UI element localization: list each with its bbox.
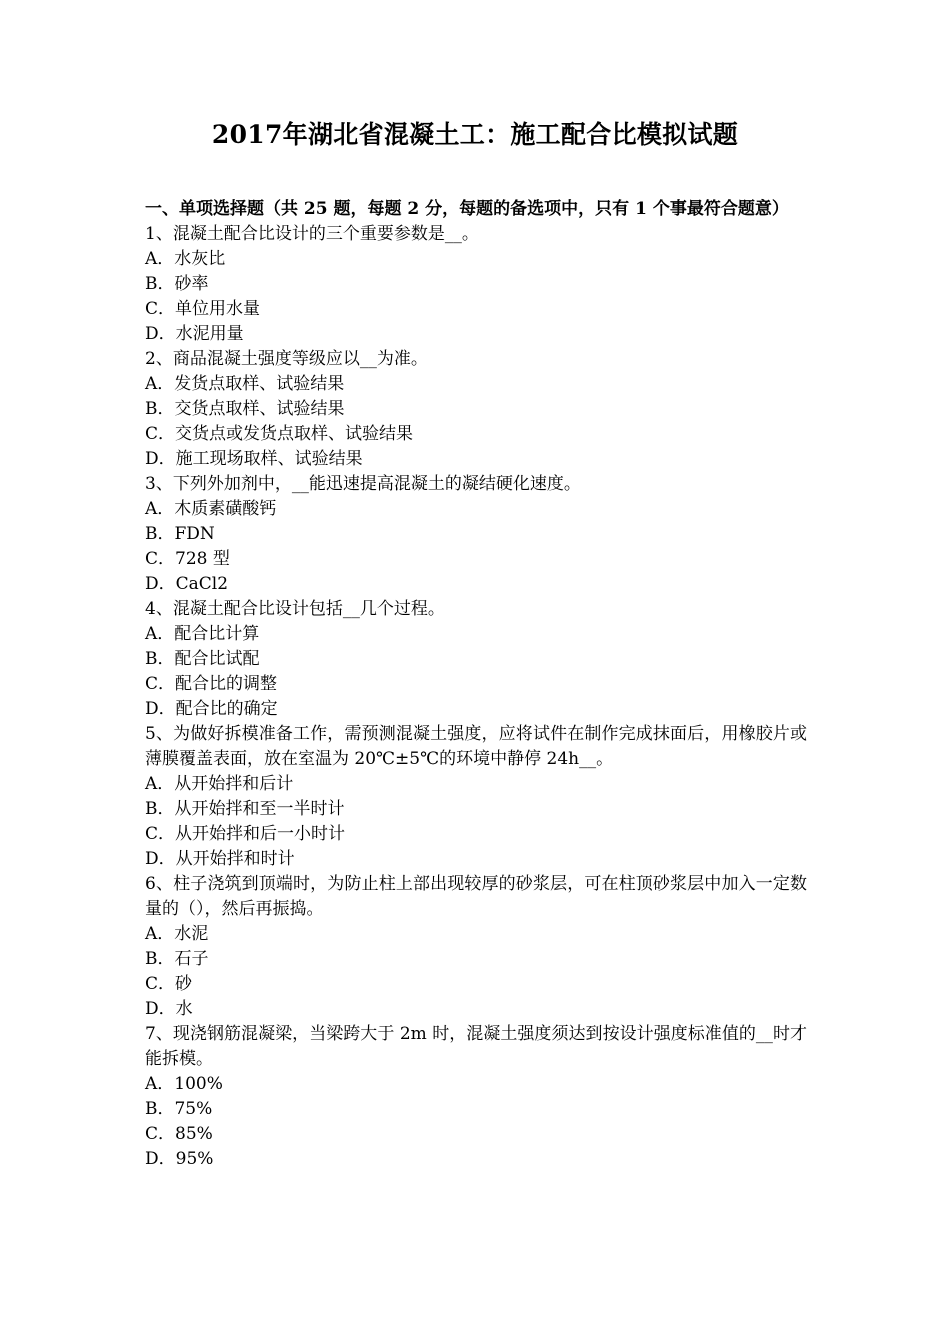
question-1: [145, 222, 807, 347]
question-stem: 1、混凝土配合比设计的三个重要参数是__。: [145, 224, 479, 244]
option-d: D．水: [145, 999, 193, 1019]
option-c: C．交货点或发货点取样、试验结果: [145, 424, 414, 444]
question-stem: 3、下列外加剂中，__能迅速提高混凝土的凝结硬化速度。: [145, 474, 581, 494]
option-d: D．95%: [145, 1149, 214, 1169]
question-5: [145, 722, 807, 872]
option-b: B．配合比试配: [145, 649, 260, 669]
option-a: A．木质素磺酸钙: [145, 499, 277, 519]
question-3: [145, 472, 807, 597]
question-stem: 7、现浇钢筋混凝梁，当梁跨大于 2m 时，混凝土强度须达到按设计强度标准值的__时才能拆模。: [145, 1024, 807, 1069]
option-b: B．砂率: [145, 274, 209, 294]
option-a: A．100%: [145, 1074, 223, 1094]
option-c: C．配合比的调整: [145, 674, 278, 694]
option-c: C．砂: [145, 974, 193, 994]
option-d: D．施工现场取样、试验结果: [145, 449, 363, 469]
question-4: [145, 597, 807, 722]
question-6: [145, 872, 807, 1022]
document-body: [145, 197, 807, 1172]
option-c: C．从开始拌和后一小时计: [145, 824, 346, 844]
option-b: B．交货点取样、试验结果: [145, 399, 345, 419]
question-2: [145, 347, 807, 472]
option-b: B．从开始拌和至一半时计: [145, 799, 345, 819]
question-stem: 5、为做好拆模准备工作，需预测混凝土强度，应将试件在制作完成抹面后，用橡胶片或薄膜覆盖表面，放在室温为 20℃±5℃的环境中静停 24h__。: [145, 724, 807, 769]
question-stem: 4、混凝土配合比设计包括__几个过程。: [145, 599, 445, 619]
option-a: A．发货点取样、试验结果: [145, 374, 345, 394]
option-b: B．FDN: [145, 524, 215, 544]
document-title: 2017年湖北省混凝土工：施工配合比模拟试题: [211, 120, 739, 149]
section-heading: 一、单项选择题（共 25 题，每题 2 分，每题的备选项中，只有 1 个事最符合题意）: [145, 199, 789, 219]
question-7: [145, 1022, 807, 1172]
option-a: A．水灰比: [145, 249, 226, 269]
option-d: D．从开始拌和时计: [145, 849, 295, 869]
option-d: D．CaCl2: [145, 574, 229, 594]
option-c: C．85%: [145, 1124, 213, 1144]
option-a: A．从开始拌和后计: [145, 774, 294, 794]
question-stem: 2、商品混凝土强度等级应以__为准。: [145, 349, 428, 369]
option-c: C．728 型: [145, 549, 230, 569]
option-a: A．配合比计算: [145, 624, 260, 644]
option-a: A．水泥: [145, 924, 209, 944]
option-c: C．单位用水量: [145, 299, 261, 319]
option-b: B．75%: [145, 1099, 213, 1119]
option-d: D．配合比的确定: [145, 699, 278, 719]
option-b: B．石子: [145, 949, 209, 969]
question-stem: 6、柱子浇筑到顶端时，为防止柱上部出现较厚的砂浆层，可在柱顶砂浆层中加入一定数量的（），然后再振捣。: [145, 874, 807, 919]
option-d: D．水泥用量: [145, 324, 244, 344]
